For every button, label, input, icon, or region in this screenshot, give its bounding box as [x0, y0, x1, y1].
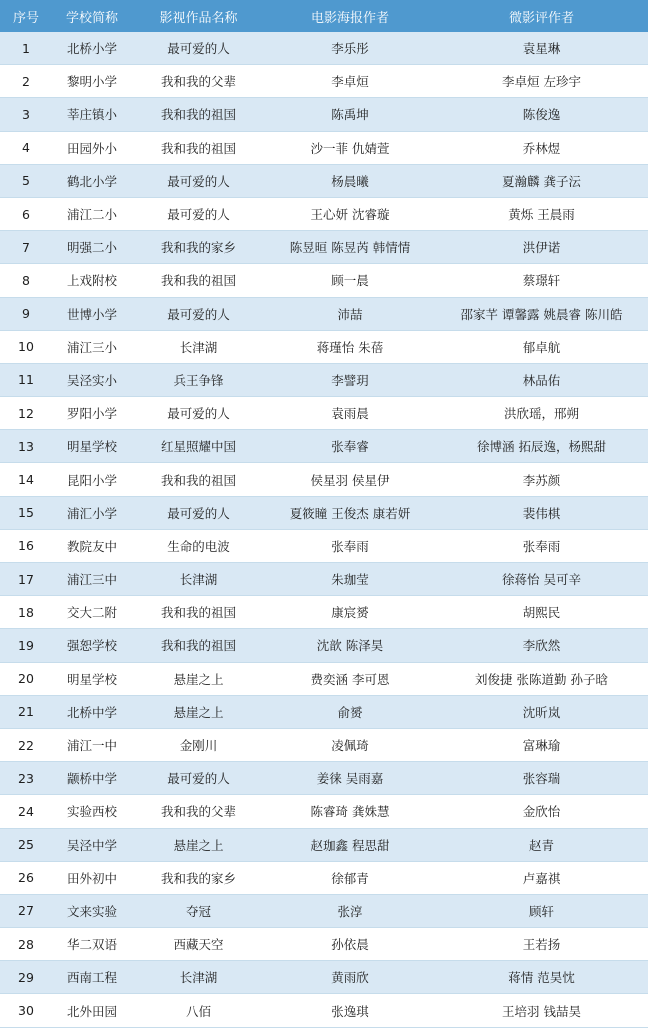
cell-number: 8 [0, 264, 52, 297]
cell-review-author: 徐博涵 拓辰逸，杨熙甜 [435, 430, 648, 463]
table-row [0, 828, 648, 861]
table-row [0, 32, 648, 65]
cell-number: 7 [0, 231, 52, 264]
table-row [0, 496, 648, 529]
cell-poster-author: 朱珈莹 [265, 563, 435, 596]
cell-school: 吴泾实小 [52, 363, 132, 396]
cell-review-author: 邵家芊 谭馨露 姚晨睿 陈川皓 [435, 297, 648, 330]
table-header-row [0, 0, 648, 32]
cell-school: 北桥小学 [52, 32, 132, 65]
cell-film-title: 最可爱的人 [132, 197, 265, 230]
cell-school: 教院友中 [52, 529, 132, 562]
cell-number: 12 [0, 397, 52, 430]
cell-school: 浦江一中 [52, 728, 132, 761]
table-row [0, 629, 648, 662]
cell-poster-author: 张奉睿 [265, 430, 435, 463]
cell-number: 22 [0, 728, 52, 761]
cell-school: 莘庄镇小 [52, 98, 132, 131]
header-film-title: 影视作品名称 [132, 0, 265, 32]
cell-school: 明星学校 [52, 662, 132, 695]
cell-review-author: 张奉雨 [435, 529, 648, 562]
cell-school: 北外田园 [52, 994, 132, 1027]
table-row [0, 928, 648, 961]
cell-review-author: 林品佑 [435, 363, 648, 396]
cell-poster-author: 康宸赟 [265, 596, 435, 629]
cell-film-title: 我和我的父辈 [132, 795, 265, 828]
cell-poster-author: 凌佩琦 [265, 728, 435, 761]
cell-review-author: 陈俊逸 [435, 98, 648, 131]
cell-poster-author: 陈睿琦 龚姝慧 [265, 795, 435, 828]
cell-poster-author: 蒋瑾怡 朱蓓 [265, 330, 435, 363]
cell-school: 世博小学 [52, 297, 132, 330]
cell-film-title: 我和我的祖国 [132, 264, 265, 297]
cell-school: 华二双语 [52, 928, 132, 961]
cell-number: 26 [0, 861, 52, 894]
cell-number: 29 [0, 961, 52, 994]
cell-poster-author: 俞赟 [265, 695, 435, 728]
cell-poster-author: 袁雨晨 [265, 397, 435, 430]
cell-poster-author: 李卓烜 [265, 65, 435, 98]
cell-number: 20 [0, 662, 52, 695]
cell-film-title: 长津湖 [132, 563, 265, 596]
table-row [0, 131, 648, 164]
cell-school: 田外初中 [52, 861, 132, 894]
cell-film-title: 金刚川 [132, 728, 265, 761]
cell-poster-author: 李譬玥 [265, 363, 435, 396]
table-row [0, 728, 648, 761]
cell-review-author: 裴伟棋 [435, 496, 648, 529]
cell-school: 北桥中学 [52, 695, 132, 728]
cell-number: 3 [0, 98, 52, 131]
cell-film-title: 我和我的祖国 [132, 596, 265, 629]
cell-poster-author: 夏筱瞳 王俊杰 康若妍 [265, 496, 435, 529]
cell-number: 9 [0, 297, 52, 330]
cell-school: 浦江三小 [52, 330, 132, 363]
cell-review-author: 金欣怡 [435, 795, 648, 828]
cell-poster-author: 陈禹坤 [265, 98, 435, 131]
header-poster-author: 电影海报作者 [265, 0, 435, 32]
table-row [0, 662, 648, 695]
header-school: 学校简称 [52, 0, 132, 32]
table-row [0, 397, 648, 430]
cell-school: 罗阳小学 [52, 397, 132, 430]
table-row [0, 563, 648, 596]
cell-film-title: 我和我的祖国 [132, 463, 265, 496]
cell-number: 23 [0, 762, 52, 795]
table-row [0, 529, 648, 562]
table-row [0, 231, 648, 264]
cell-review-author: 胡熙民 [435, 596, 648, 629]
cell-review-author: 洪伊诺 [435, 231, 648, 264]
cell-review-author: 洪欣瑶，邢朔 [435, 397, 648, 430]
cell-school: 鹤北小学 [52, 164, 132, 197]
cell-film-title: 我和我的家乡 [132, 861, 265, 894]
table-row [0, 164, 648, 197]
cell-number: 14 [0, 463, 52, 496]
cell-film-title: 最可爱的人 [132, 164, 265, 197]
cell-film-title: 我和我的祖国 [132, 629, 265, 662]
cell-poster-author: 杨晨曦 [265, 164, 435, 197]
cell-film-title: 我和我的祖国 [132, 98, 265, 131]
cell-school: 西南工程 [52, 961, 132, 994]
header-review-author: 微影评作者 [435, 0, 648, 32]
cell-review-author: 李苏颜 [435, 463, 648, 496]
cell-school: 强恕学校 [52, 629, 132, 662]
cell-number: 1 [0, 32, 52, 65]
cell-review-author: 袁星琳 [435, 32, 648, 65]
cell-film-title: 生命的电波 [132, 529, 265, 562]
cell-school: 浦江三中 [52, 563, 132, 596]
cell-poster-author: 赵珈鑫 程思甜 [265, 828, 435, 861]
cell-review-author: 沈昕岚 [435, 695, 648, 728]
cell-number: 27 [0, 894, 52, 927]
cell-school: 文来实验 [52, 894, 132, 927]
cell-poster-author: 顾一晨 [265, 264, 435, 297]
cell-school: 上戏附校 [52, 264, 132, 297]
cell-school: 田园外小 [52, 131, 132, 164]
cell-review-author: 李卓烜 左珍宇 [435, 65, 648, 98]
table-row [0, 297, 648, 330]
header-number: 序号 [0, 0, 52, 32]
cell-poster-author: 徐郁青 [265, 861, 435, 894]
table-row [0, 795, 648, 828]
cell-poster-author: 黄雨欣 [265, 961, 435, 994]
cell-film-title: 最可爱的人 [132, 32, 265, 65]
cell-film-title: 八佰 [132, 994, 265, 1027]
cell-number: 24 [0, 795, 52, 828]
cell-film-title: 长津湖 [132, 330, 265, 363]
cell-school: 实验西校 [52, 795, 132, 828]
table-row [0, 330, 648, 363]
cell-review-author: 蔡璟轩 [435, 264, 648, 297]
cell-number: 2 [0, 65, 52, 98]
cell-number: 10 [0, 330, 52, 363]
cell-number: 19 [0, 629, 52, 662]
cell-number: 11 [0, 363, 52, 396]
cell-review-author: 郁卓航 [435, 330, 648, 363]
cell-review-author: 王若扬 [435, 928, 648, 961]
cell-poster-author: 张逸琪 [265, 994, 435, 1027]
cell-poster-author: 陈昱晅 陈昱芮 韩情情 [265, 231, 435, 264]
cell-school: 浦江二小 [52, 197, 132, 230]
cell-film-title: 我和我的父辈 [132, 65, 265, 98]
cell-number: 17 [0, 563, 52, 596]
table-row [0, 65, 648, 98]
cell-film-title: 悬崖之上 [132, 662, 265, 695]
cell-school: 颛桥中学 [52, 762, 132, 795]
cell-film-title: 最可爱的人 [132, 762, 265, 795]
cell-film-title: 长津湖 [132, 961, 265, 994]
cell-film-title: 悬崖之上 [132, 828, 265, 861]
cell-number: 15 [0, 496, 52, 529]
cell-poster-author: 姜徕 吴雨嘉 [265, 762, 435, 795]
cell-film-title: 兵王争锋 [132, 363, 265, 396]
cell-poster-author: 费奕涵 李可恩 [265, 662, 435, 695]
cell-poster-author: 张淳 [265, 894, 435, 927]
cell-film-title: 红星照耀中国 [132, 430, 265, 463]
cell-number: 21 [0, 695, 52, 728]
table-row [0, 363, 648, 396]
cell-poster-author: 沈歆 陈泽昊 [265, 629, 435, 662]
cell-film-title: 我和我的家乡 [132, 231, 265, 264]
cell-poster-author: 沙一菲 仇婧萱 [265, 131, 435, 164]
cell-film-title: 最可爱的人 [132, 496, 265, 529]
cell-film-title: 我和我的祖国 [132, 131, 265, 164]
cell-film-title: 悬崖之上 [132, 695, 265, 728]
table-row [0, 894, 648, 927]
cell-number: 16 [0, 529, 52, 562]
cell-poster-author: 王心妍 沈睿璇 [265, 197, 435, 230]
cell-review-author: 黄烁 王晨雨 [435, 197, 648, 230]
cell-review-author: 赵青 [435, 828, 648, 861]
cell-film-title: 夺冠 [132, 894, 265, 927]
cell-film-title: 最可爱的人 [132, 397, 265, 430]
table-row [0, 762, 648, 795]
cell-number: 18 [0, 596, 52, 629]
table-row [0, 596, 648, 629]
table-body [0, 32, 648, 1027]
cell-number: 28 [0, 928, 52, 961]
cell-school: 交大二附 [52, 596, 132, 629]
table-row [0, 463, 648, 496]
cell-poster-author: 孙依晨 [265, 928, 435, 961]
table-row [0, 430, 648, 463]
cell-review-author: 徐蒋怡 吴可辛 [435, 563, 648, 596]
cell-review-author: 乔林煜 [435, 131, 648, 164]
cell-number: 4 [0, 131, 52, 164]
cell-film-title: 最可爱的人 [132, 297, 265, 330]
cell-school: 昆阳小学 [52, 463, 132, 496]
cell-review-author: 王培羽 钱喆昊 [435, 994, 648, 1027]
cell-review-author: 李欣然 [435, 629, 648, 662]
cell-review-author: 富琳瑜 [435, 728, 648, 761]
table-row [0, 98, 648, 131]
cell-school: 浦汇小学 [52, 496, 132, 529]
cell-poster-author: 侯星羽 侯星伊 [265, 463, 435, 496]
cell-school: 黎明小学 [52, 65, 132, 98]
cell-poster-author: 沛喆 [265, 297, 435, 330]
cell-school: 吴泾中学 [52, 828, 132, 861]
cell-review-author: 张容瑞 [435, 762, 648, 795]
cell-film-title: 西藏天空 [132, 928, 265, 961]
cell-review-author: 夏瀚麟 龚子沄 [435, 164, 648, 197]
cell-number: 13 [0, 430, 52, 463]
cell-poster-author: 李乐彤 [265, 32, 435, 65]
cell-review-author: 卢嘉祺 [435, 861, 648, 894]
table-row [0, 264, 648, 297]
cell-review-author: 蒋情 范昊忱 [435, 961, 648, 994]
cell-number: 30 [0, 994, 52, 1027]
table-row [0, 861, 648, 894]
table-row [0, 197, 648, 230]
cell-school: 明星学校 [52, 430, 132, 463]
cell-review-author: 顾轩 [435, 894, 648, 927]
table-row [0, 695, 648, 728]
table-row [0, 961, 648, 994]
cell-poster-author: 张奉雨 [265, 529, 435, 562]
cell-review-author: 刘俊捷 张陈道勤 孙子晗 [435, 662, 648, 695]
cell-school: 明强二小 [52, 231, 132, 264]
cell-number: 6 [0, 197, 52, 230]
cell-number: 25 [0, 828, 52, 861]
cell-number: 5 [0, 164, 52, 197]
